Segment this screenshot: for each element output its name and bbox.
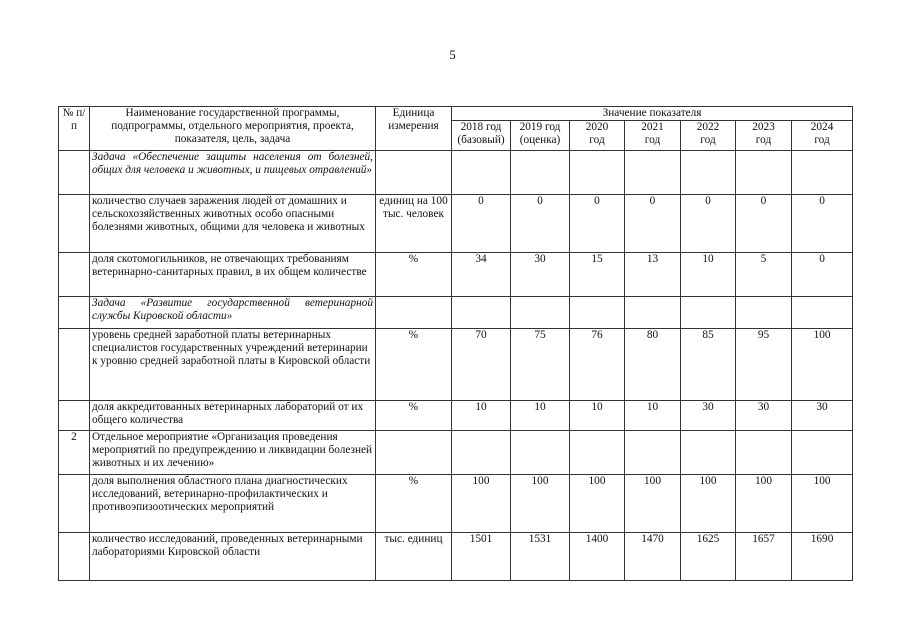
value-cell (625, 431, 681, 475)
header-year-label: 2023 (752, 121, 775, 133)
value-cell: 10 (452, 401, 511, 431)
value-cell: 13 (625, 253, 681, 297)
value-cell: 1625 (681, 533, 736, 581)
unit-of-measure: % (376, 253, 452, 297)
value-cell: 1657 (736, 533, 792, 581)
unit-of-measure: тыс. единиц (376, 533, 452, 581)
indicator-name: количество случаев заражения людей от домашних и сельскохозяйственных животных особо опасными болезнями животных, общими для человека и животных (90, 195, 376, 253)
header-year-label: 2020 (585, 121, 609, 133)
header-year-note: год (814, 134, 830, 146)
value-cell: 30 (792, 401, 853, 431)
value-cell: 100 (736, 475, 792, 533)
value-cell (511, 297, 570, 329)
table-header (59, 107, 853, 151)
value-cell: 100 (511, 475, 570, 533)
indicator-name: уровень средней заработной платы ветеринарных специалистов государственных учреждений ветеринарии к уровню средней заработной платы в Кировской области (90, 329, 376, 401)
row-number (59, 533, 90, 581)
value-cell: 30 (511, 253, 570, 297)
unit-of-measure (376, 297, 452, 329)
indicator-name: Отдельное мероприятие «Организация проведения мероприятий по предупреждению и ликвидации болезней животных и их лечению» (90, 431, 376, 475)
header-year-label: 2021 (641, 121, 664, 133)
value-cell (570, 431, 625, 475)
row-number (59, 253, 90, 297)
indicator-name: доля выполнения областного плана диагностических исследований, ветеринарно-профилактических и противоэпизоотических мероприятий (90, 475, 376, 533)
task-name: Задача «Обеспечение защиты населения от болезней, общих для человека и животных, и пищевых отравлений» (90, 151, 376, 195)
header-year-0 (452, 121, 511, 151)
value-cell: 70 (452, 329, 511, 401)
value-cell: 100 (681, 475, 736, 533)
value-cell: 0 (570, 195, 625, 253)
value-cell: 10 (511, 401, 570, 431)
value-cell: 1470 (625, 533, 681, 581)
header-unit: Единица измерения (376, 107, 452, 151)
value-cell (511, 431, 570, 475)
header-year-note: год (755, 134, 772, 146)
row-number: 2 (59, 431, 90, 475)
unit-of-measure (376, 151, 452, 195)
value-cell: 80 (625, 329, 681, 401)
indicator-name: количество исследований, проведенных ветеринарными лабораториями Кировской области (90, 533, 376, 581)
value-cell: 100 (792, 329, 853, 401)
value-cell (736, 431, 792, 475)
value-cell: 1531 (511, 533, 570, 581)
indicator-name: доля аккредитованных ветеринарных лабораторий от их общего количества (90, 401, 376, 431)
value-cell: 76 (570, 329, 625, 401)
value-cell (511, 151, 570, 195)
row-number (59, 195, 90, 253)
value-cell (452, 151, 511, 195)
unit-of-measure (376, 431, 452, 475)
row-number (59, 297, 90, 329)
value-cell (625, 151, 681, 195)
value-cell (792, 151, 853, 195)
table-row (59, 329, 853, 401)
value-cell: 95 (736, 329, 792, 401)
value-cell: 30 (681, 401, 736, 431)
indicators-table (58, 106, 853, 581)
value-cell (452, 431, 511, 475)
row-number (59, 151, 90, 195)
value-cell (681, 431, 736, 475)
value-cell: 1690 (792, 533, 853, 581)
value-cell: 34 (452, 253, 511, 297)
header-year-2 (570, 121, 625, 151)
header-year-5 (736, 121, 792, 151)
header-year-label: 2022 (696, 121, 720, 133)
row-number (59, 475, 90, 533)
table-row (59, 431, 853, 475)
value-cell (681, 151, 736, 195)
value-cell: 15 (570, 253, 625, 297)
table-row (59, 533, 853, 581)
value-cell: 1400 (570, 533, 625, 581)
row-number (59, 401, 90, 431)
task-name: Задача «Развитие государственной ветеринарной службы Кировской области» (90, 297, 376, 329)
value-cell: 75 (511, 329, 570, 401)
value-cell (792, 431, 853, 475)
value-cell: 0 (452, 195, 511, 253)
table-row (59, 253, 853, 297)
header-year-label: 2019 год (519, 121, 561, 133)
value-cell: 100 (625, 475, 681, 533)
table-row (59, 475, 853, 533)
value-cell: 1501 (452, 533, 511, 581)
value-cell (681, 297, 736, 329)
value-cell: 10 (570, 401, 625, 431)
header-year-note: год (700, 134, 716, 146)
value-cell: 0 (792, 253, 853, 297)
unit-of-measure: % (376, 475, 452, 533)
table-body (59, 151, 853, 581)
value-cell (570, 297, 625, 329)
value-cell: 100 (452, 475, 511, 533)
header-year-4 (681, 121, 736, 151)
value-cell (625, 297, 681, 329)
value-cell: 100 (792, 475, 853, 533)
table-row (59, 195, 853, 253)
value-cell (792, 297, 853, 329)
header-year-note: (оценка) (519, 134, 561, 146)
value-cell: 0 (625, 195, 681, 253)
header-year-6 (792, 121, 853, 151)
value-cell: 100 (570, 475, 625, 533)
table-row (59, 401, 853, 431)
value-cell (570, 151, 625, 195)
header-values: Значение показателя (452, 107, 853, 121)
value-cell: 85 (681, 329, 736, 401)
value-cell (736, 151, 792, 195)
value-cell (452, 297, 511, 329)
value-cell: 30 (736, 401, 792, 431)
header-year-note: год (589, 134, 605, 146)
header-year-label: 2024 (810, 121, 834, 133)
value-cell: 0 (511, 195, 570, 253)
value-cell: 10 (625, 401, 681, 431)
header-year-3 (625, 121, 681, 151)
header-year-1 (511, 121, 570, 151)
table-row (59, 151, 853, 195)
header-year-label: 2018 год (460, 121, 502, 133)
value-cell (736, 297, 792, 329)
table-row (59, 297, 853, 329)
header-year-note: год (644, 134, 661, 146)
page-number: 5 (449, 47, 456, 62)
value-cell: 0 (681, 195, 736, 253)
header-number: № п/п (59, 107, 90, 151)
indicator-name: доля скотомогильников, не отвечающих требованиям ветеринарно-санитарных правил, в их общем количестве (90, 253, 376, 297)
value-cell: 0 (736, 195, 792, 253)
unit-of-measure: % (376, 401, 452, 431)
value-cell: 10 (681, 253, 736, 297)
unit-of-measure: единиц на 100 тыс. человек (376, 195, 452, 253)
header-year-note: (базовый) (457, 134, 505, 146)
value-cell: 0 (792, 195, 853, 253)
header-name: Наименование государственной программы, подпрограммы, отдельного мероприятия, проекта, показателя, цель, задача (90, 107, 376, 151)
value-cell: 5 (736, 253, 792, 297)
unit-of-measure: % (376, 329, 452, 401)
row-number (59, 329, 90, 401)
